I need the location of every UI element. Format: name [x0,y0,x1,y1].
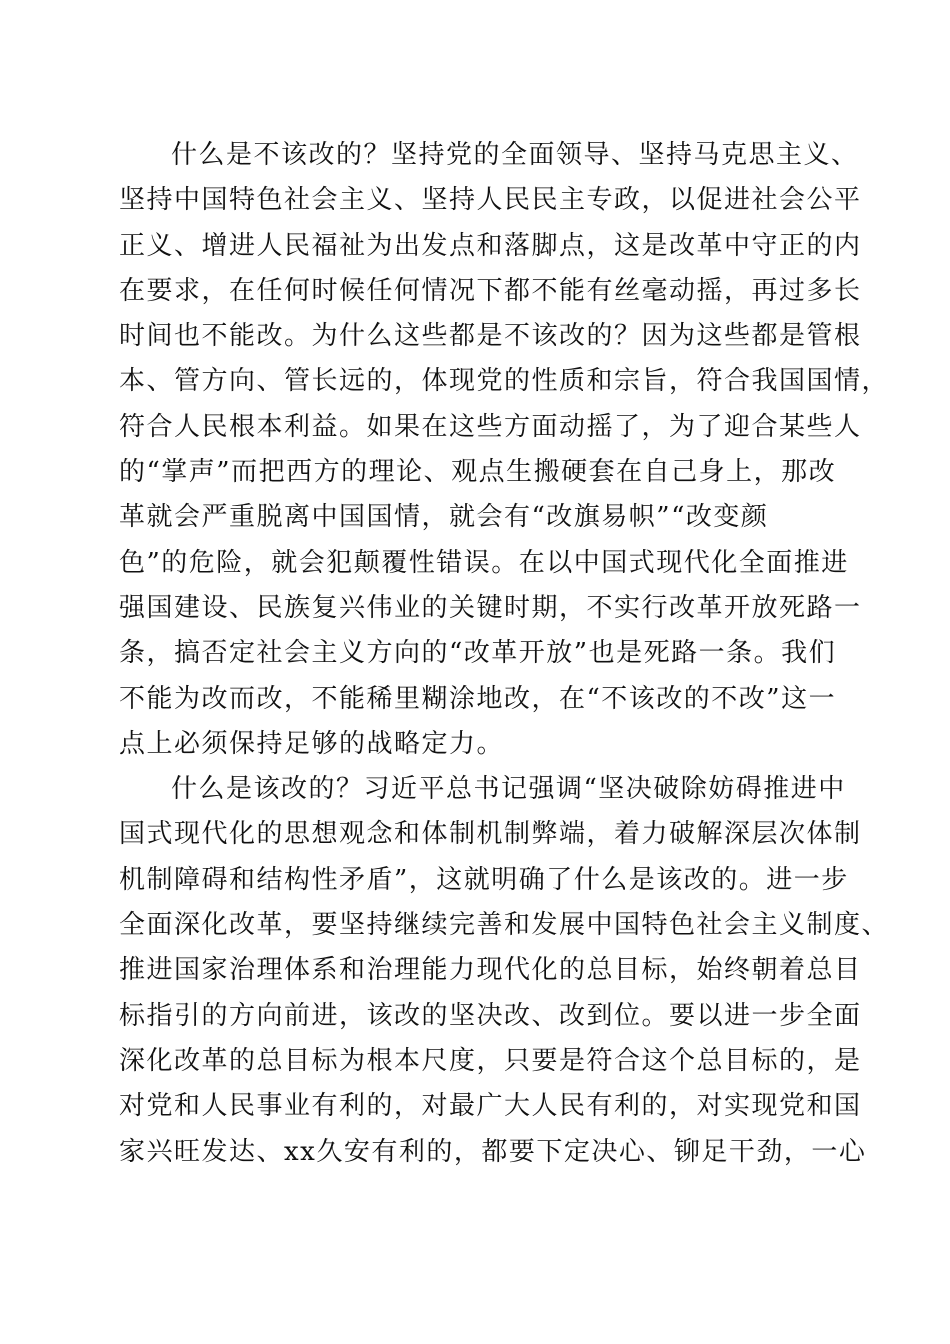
text-line: 国式现代化的思想观念和体制机制弊端，着力破解深层次体制 [119,819,862,850]
text-line: 的“掌声”而把西方的理论、观点生搬硬套在自己身上，那改 [119,457,837,488]
text-line: 点上必须保持足够的战略定力。 [119,728,505,759]
text-line: 坚持中国特色社会主义、坚持人民民主专政，以促进社会公平 [119,185,862,216]
text-line: 什么是不该改的？坚持党的全面领导、坚持马克思主义、 [171,140,859,170]
paragraph-1 [119,133,890,767]
text-line: 正义、增进人民福祉为出发点和落脚点，这是改革中守正的内 [119,230,862,261]
text-line: 条，搞否定社会主义方向的“改革开放”也是死路一条。我们 [119,638,837,669]
text-line: 深化改革的总目标为根本尺度，只要是符合这个总目标的，是 [119,1045,862,1076]
text-line: 色”的危险，就会犯颠覆性错误。在以中国式现代化全面推进 [119,547,849,578]
text-line: 时间也不能改。为什么这些都是不该改的？因为这些都是管根 [119,321,862,352]
text-line: 革就会严重脱离中国国情，就会有“改旗易帜”“改变颜 [119,502,769,533]
text-line: 推进国家治理体系和治理能力现代化的总目标，始终朝着总目 [119,955,862,986]
paragraph-2 [119,767,890,1175]
text-line: 标指引的方向前进，该改的坚决改、改到位。要以进一步全面 [119,1000,862,1031]
text-line: 本、管方向、管长远的，体现党的性质和宗旨，符合我国国情， [119,366,890,397]
text-line: 强国建设、民族复兴伟业的关键时期，不实行改革开放死路一 [119,592,862,623]
text-line: 对党和人民事业有利的，对最广大人民有利的，对实现党和国 [119,1091,862,1122]
body-text [119,133,890,1175]
text-line: 符合人民根本利益。如果在这些方面动摇了，为了迎合某些人 [119,411,862,442]
text-line: 不能为改而改，不能稀里糊涂地改，在“不该改的不改”这一 [119,683,837,714]
text-line: 在要求，在任何时候任何情况下都不能有丝毫动摇，再过多长 [119,275,862,306]
text-line: 家兴旺发达、xx久安有利的，都要下定决心、铆足干劲，一心 [119,1136,867,1167]
text-line: 全面深化改革，要坚持继续完善和发展中国特色社会主义制度、 [119,910,890,941]
text-line: 什么是该改的？习近平总书记强调“坚决破除妨碍推进中 [171,774,846,805]
text-line: 机制障碍和结构性矛盾”，这就明确了什么是该改的。进一步 [119,864,849,895]
